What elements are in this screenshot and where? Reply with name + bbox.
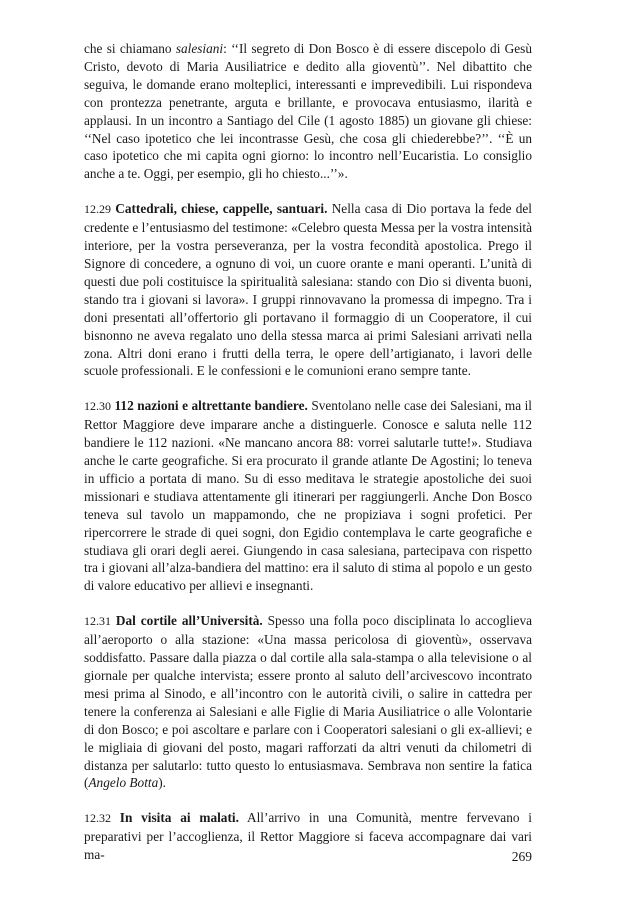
- paragraph-intro-italic-salesiani: salesiani: [175, 41, 224, 56]
- section-heading: 112 nazioni e altrettante bandiere.: [114, 398, 308, 414]
- page-number: 269: [511, 849, 532, 864]
- paragraph-intro: [84, 40, 532, 183]
- section-heading: Dal cortile all’Università.: [115, 613, 263, 629]
- section-heading: Cattedrali, chiese, cappelle, santuari.: [115, 201, 328, 217]
- paragraph-12-31: [84, 612, 532, 792]
- section-text: Sventolano nelle case dei Salesiani, ma il Rettor Maggiore deve imparare anche a distinguerle. Conosce e saluta nelle 112 bandiere le 112 nazioni. «Ne mancano ancora 88: vorrei salutarle tutte!». Studiava anche le carte geografiche. Si era procurato il grande atlante De Agostini; lo teneva in ufficio a portata di mano. Su di esso meditava le strategie apostoliche dei suoi missionari e studiava attentamente gli itinerari per raggiungerli. Anche Don Bosco teneva sul tavolo un mappamondo, che ne propiziava i sogni profetici. Per ripercorrere le strade di quei sogni, don Egidio contemplava le carte geografiche e studiava gli orari degli aerei. Giungendo in casa salesiana, partecipava con rispetto tra i giovani all’alza-bandiera del mattino: era il saluto di stima al popolo e un gesto di valore educativo per allievi e insegnanti.: [84, 398, 533, 594]
- section-heading: In visita ai malati.: [119, 810, 239, 826]
- section-text-closing: ).: [158, 775, 166, 791]
- section-number: 12.29: [84, 202, 111, 217]
- section-number: 12.30: [84, 399, 111, 414]
- paragraph-12-32: [84, 809, 532, 864]
- section-text: Spesso una folla poco disciplinata lo accoglieva all’aeroporto o alla stazione: «Una massa pericolosa di gioventù», osservava soddisfatto. Passare dalla piazza o dal cortile alla sala-stampa o alla televisione o al giornale per qualche intervista; essere pronto al saluto dell’arcivescovo incontrato mesi prima al Sinodo, e all’incontro con le autorità civili, o salire in cattedra per tenere la conferenza ai Salesiani e alle Figlie di Maria Ausiliatrice o alle Volontarie di don Bosco; e poi ascoltare e parlare con i Cooperatori salesiani o gli ex-allievi; e le migliaia di giovani del posto, magari rafforzati da altri venuti da chilometri di distanza per salutarlo: tutto questo lo entusiasmava. Sembrava non sentire la fatica (: [84, 613, 532, 791]
- paragraph-12-29: [84, 200, 532, 380]
- paragraph-12-30: [84, 397, 532, 595]
- author-attribution: Angelo Botta: [88, 775, 159, 791]
- page-body: [84, 40, 532, 881]
- paragraph-intro-text-2: : ‘‘Il segreto di Don Bosco è di essere discepolo di Gesù Cristo, devoto di Maria Ausiliatrice e dedito alla gioventù’’. Nel dibattito che seguiva, le domande erano molteplici, interessanti e imprevedibili. Lui rispondeva con prontezza penetrante, arguta e brillante, e provocava entusiasmo, ilarità e applausi. In un incontro a Santiago del Cile (1 agosto 1885) un giovane gli chiese: ‘‘Nel caso ipotetico che lei incontrasse Gesù, che cosa gli chiederebbe?’’. ‘‘È un caso ipotetico che mi capita ogni giorno: lo incontro nell’Eucaristia. Lo consiglio anche a te. Oggi, per esempio, gli ho chiesto...’’».: [84, 41, 532, 182]
- paragraph-intro-text-1: che si chiamano: [84, 41, 176, 56]
- section-number: 12.31: [84, 614, 111, 629]
- section-number: 12.32: [84, 811, 111, 826]
- section-text: Nella casa di Dio portava la fede del credente e l’entusiasmo del testimone: «Celebro questa Messa per la vostra intensità interiore, per la vostra perseveranza, per la vostra fecondità apostolica. Prego il Signore di concedere, a ognuno di voi, un cuore orante e mani operanti. L’unità di questi due poli costituisce la spiritualità salesiana: stando con Dio si diventa buoni, stando tra i giovani si lavora». I gruppi rinnovavano la promessa di impegno. Tra i doni presentati all’offertorio gli portavano il formaggio di un Cooperatore, il cui bisnonno ne aveva regalato uno della stessa marca ai primi Salesiani arrivati nella zona. Altri doni erano i frutti della terra, le opere dell’artigianato, i lavori delle scuole professionali. E le confessioni e le comunioni erano sempre tante.: [84, 201, 532, 379]
- section-text: All’arrivo in una Comunità, mentre fervevano i preparativi per l’accoglienza, il Rettor Maggiore si faceva accompagnare dai vari ma-: [84, 810, 532, 863]
